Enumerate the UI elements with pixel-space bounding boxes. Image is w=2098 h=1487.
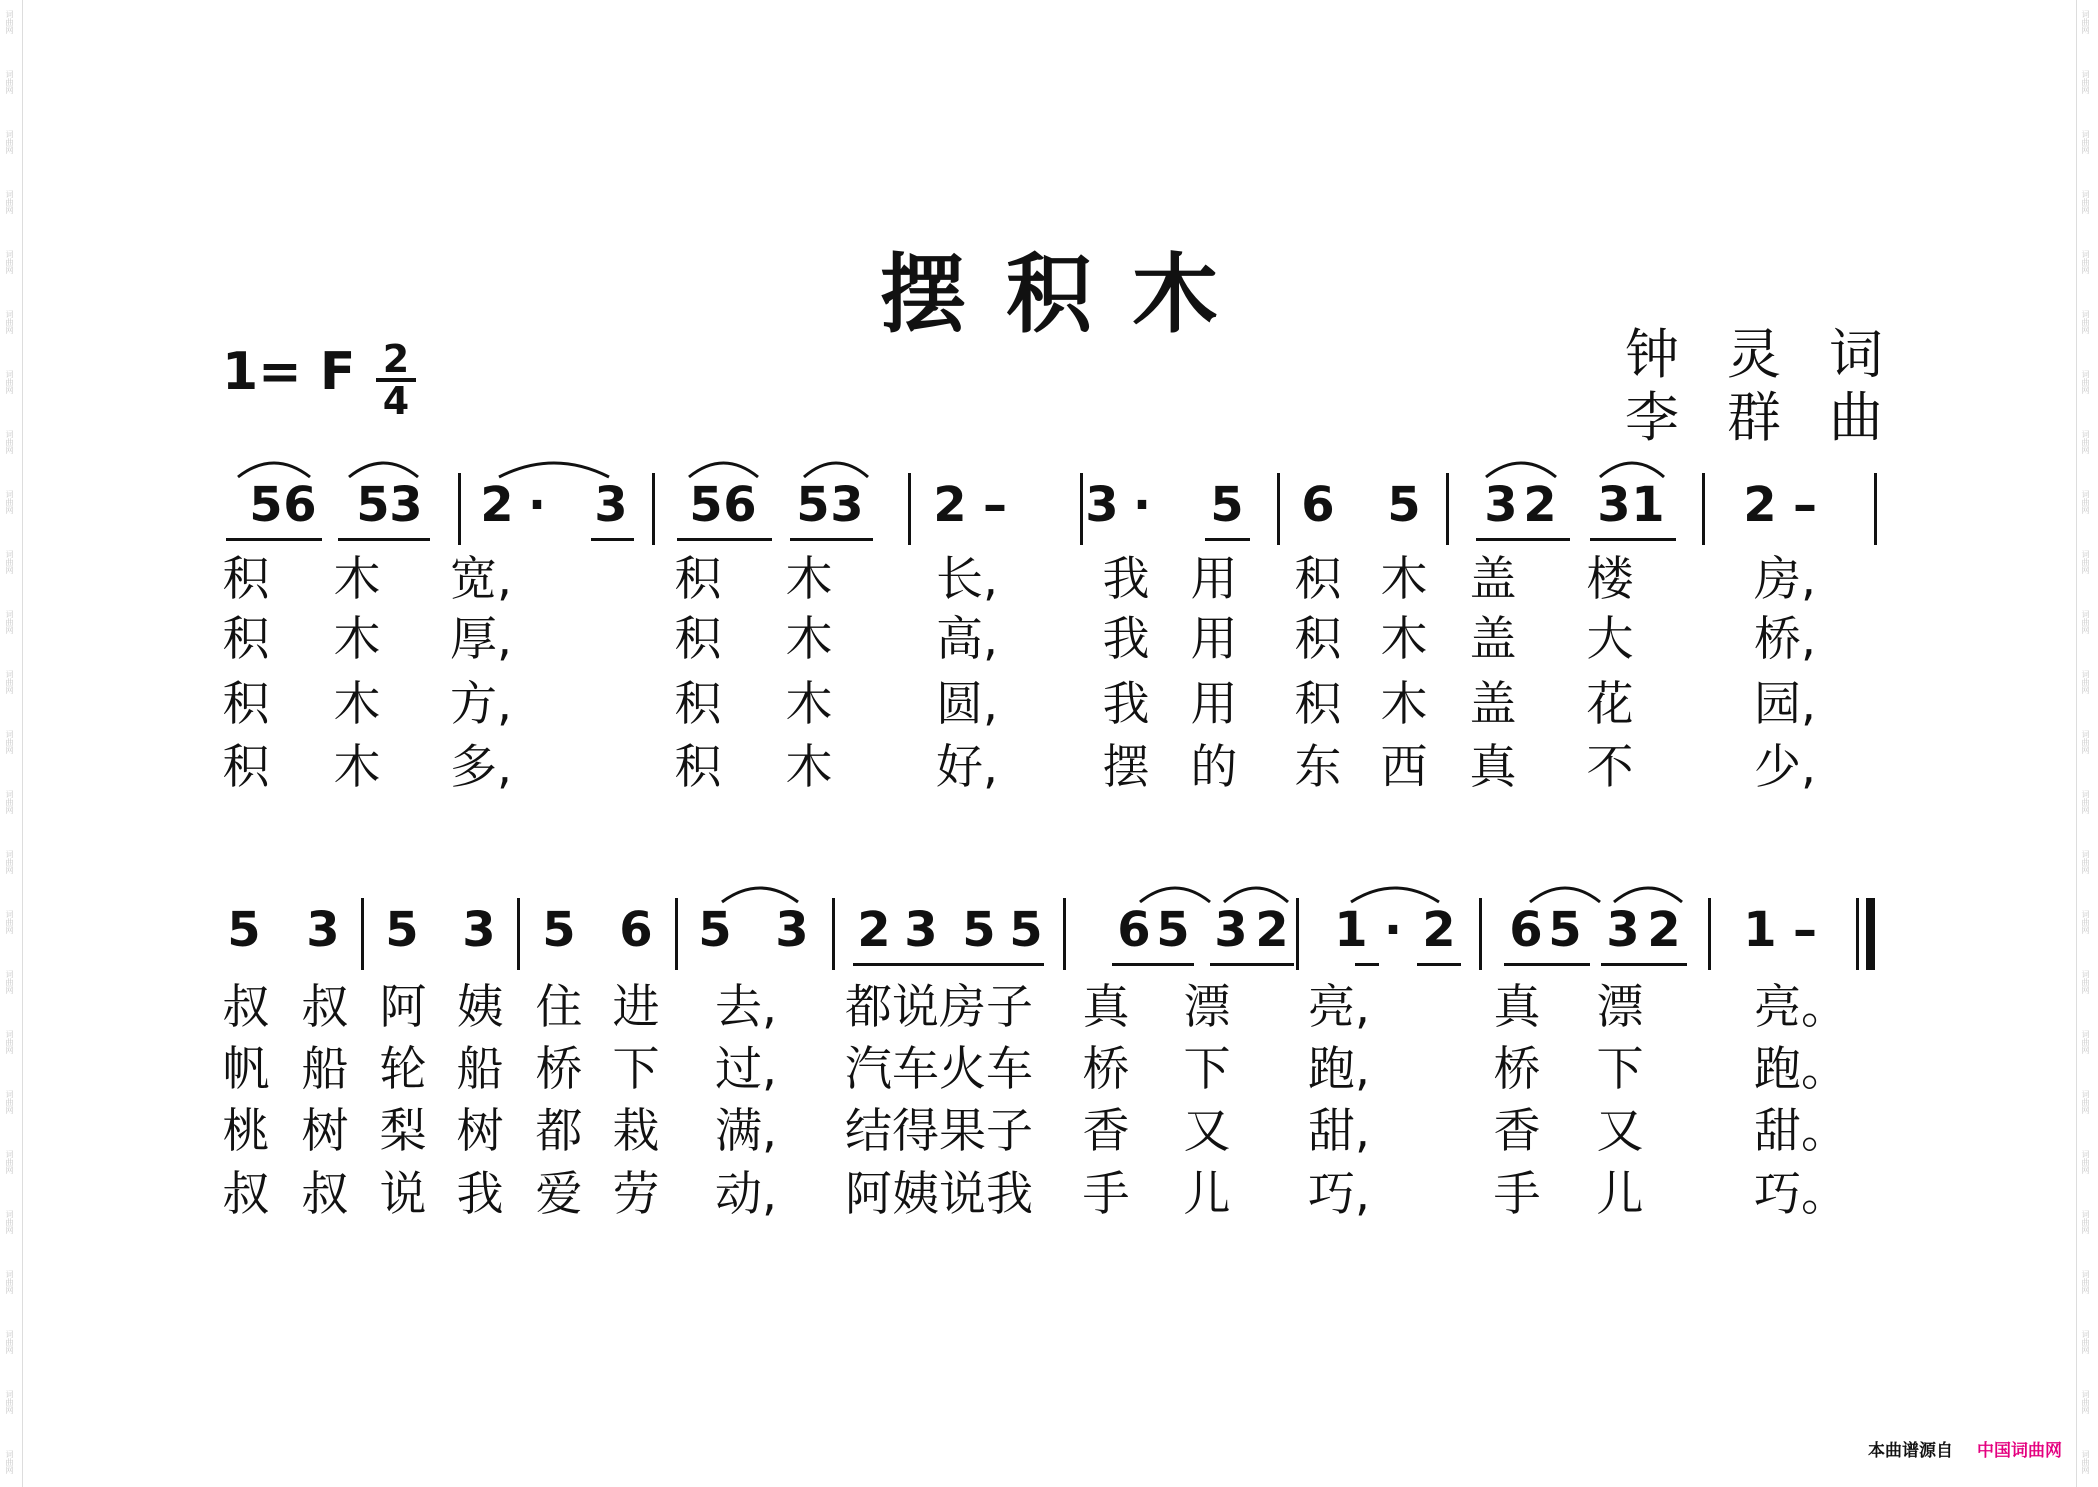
line2-note: 3 [775,902,809,958]
line2-note: 3 [306,902,340,958]
edge-watermark-text: 词曲网 [2081,1150,2090,1174]
edge-watermark-text: 词曲网 [2081,10,2090,34]
edge-watermark-text: 词曲网 [5,850,14,874]
line2-lyric: 都 [535,1104,583,1159]
edge-watermark-text: 词曲网 [2081,1330,2090,1354]
barline [1063,898,1066,970]
line1-note: 3 [830,477,864,533]
barline [517,898,520,970]
line1-lyric: 我 [1102,677,1150,732]
line1-note: · [527,477,547,533]
edge-watermark-text: 词曲网 [2081,130,2090,154]
line1-lyric: 不 [1586,740,1634,795]
line1-lyric: 木 [1380,677,1428,732]
line1-lyric: 木 [785,677,833,732]
edge-watermark-text: 词曲网 [2081,1210,2090,1234]
edge-watermark-text: 词曲网 [5,1090,14,1114]
key-signature: 1= F [222,342,356,402]
line1-note: 5 [356,477,390,533]
edge-watermark-text: 词曲网 [2081,370,2090,394]
line1-note: 3 [1484,477,1518,533]
line2-note: – [1793,902,1817,958]
edge-watermark-text: 词曲网 [2081,70,2090,94]
line1-lyric: 楼 [1586,552,1634,607]
line1-lyric: 我 [1102,612,1150,667]
line1-lyric: 木 [785,740,833,795]
line2-note: 3 [462,902,496,958]
line1-lyric: 方, [450,677,512,732]
line2-lyric: 真 [1082,980,1130,1035]
line2-lyric: 跑。 [1754,1042,1848,1097]
line1-note: 5 [249,477,283,533]
line1-lyric: 木 [333,740,381,795]
line1-lyric: 木 [333,677,381,732]
edge-watermark-text: 词曲网 [5,370,14,394]
song-title: 摆积木 [880,244,1258,345]
line2-lyric: 手 [1082,1167,1130,1222]
edge-watermark-text: 词曲网 [2081,850,2090,874]
edge-watermark-text: 词曲网 [5,250,14,274]
line2-lyric: 船 [456,1042,504,1097]
edge-watermark-text: 词曲网 [2081,430,2090,454]
line2-note: · [1383,902,1403,958]
edge-watermark-text: 词曲网 [2081,1090,2090,1114]
edge-watermark-text: 词曲网 [2081,670,2090,694]
slur-mark [1222,880,1290,904]
slur-mark [1598,455,1666,479]
line2-lyric: 跑, [1308,1042,1370,1097]
line2-lyric: 巧, [1308,1167,1370,1222]
line2-lyric: 说 [379,1167,427,1222]
note-underline [338,538,430,541]
line2-note: 6 [619,902,653,958]
barline [832,898,835,970]
barline [1874,473,1877,545]
line2-lyric: 手 [1493,1167,1541,1222]
line1-note: 5 [689,477,723,533]
line2-lyric: 巧。 [1754,1167,1848,1222]
line1-lyric: 木 [1380,612,1428,667]
line2-lyric: 姨 [456,980,504,1035]
slur-mark [687,455,760,479]
edge-watermark-text: 词曲网 [5,190,14,214]
edge-watermark-text: 词曲网 [5,610,14,634]
line1-note: 5 [796,477,830,533]
slur-mark [1484,455,1558,479]
line2-lyric: 结得果子 [845,1104,1033,1159]
edge-watermark-text: 词曲网 [2081,1270,2090,1294]
edge-watermark-text: 词曲网 [2081,1390,2090,1414]
line2-lyric: 下 [612,1042,660,1097]
edge-watermark-text: 词曲网 [5,1450,14,1474]
line2-lyric: 我 [456,1167,504,1222]
line1-note: – [983,477,1007,533]
line1-lyric: 积 [674,740,722,795]
line2-lyric: 桥 [535,1042,583,1097]
line1-lyric: 积 [222,612,270,667]
line2-lyric: 又 [1596,1104,1644,1159]
line2-note: 3 [1606,902,1640,958]
barline [908,473,911,545]
line2-lyric: 树 [456,1104,504,1159]
line2-lyric: 漂 [1183,980,1231,1035]
line2-lyric: 叔 [222,1167,270,1222]
line2-lyric: 阿姨说我 [845,1167,1033,1222]
edge-watermark-text: 词曲网 [5,1210,14,1234]
line1-lyric: 盖 [1469,677,1517,732]
line2-lyric: 船 [301,1042,349,1097]
line2-note: 5 [385,902,419,958]
edge-watermark-text: 词曲网 [5,1030,14,1054]
line2-note: 2 [857,902,891,958]
slur-mark [1528,880,1602,904]
edge-watermark-text: 词曲网 [5,10,14,34]
edge-watermark-text: 词曲网 [5,1330,14,1354]
edge-watermark-text: 词曲网 [2081,910,2090,934]
line2-lyric: 住 [535,980,583,1035]
line2-lyric: 动, [715,1167,777,1222]
line1-lyric: 木 [785,612,833,667]
line1-lyric: 西 [1380,740,1428,795]
line1-note: 6 [723,477,757,533]
line1-lyric: 花 [1586,677,1634,732]
barline [1080,473,1083,545]
barline [1446,473,1449,545]
line2-lyric: 汽车火车 [845,1042,1033,1097]
line2-note: 6 [1509,902,1543,958]
line1-lyric: 的 [1190,740,1238,795]
note-underline [1504,963,1590,966]
line1-lyric: 大 [1586,612,1634,667]
line2-note: 3 [904,902,938,958]
line2-note: 5 [227,902,261,958]
line2-lyric: 真 [1493,980,1541,1035]
barline [652,473,655,545]
line2-lyric: 叔 [301,1167,349,1222]
slur-mark [347,455,420,479]
line1-lyric: 厚, [450,612,512,667]
time-signature [376,337,416,423]
note-underline [677,538,772,541]
line1-lyric: 积 [674,612,722,667]
edge-watermark-text: 词曲网 [2081,250,2090,274]
barline [1702,473,1705,545]
note-underline [1205,538,1250,541]
line2-lyric: 甜。 [1754,1104,1848,1159]
line2-lyric: 叔 [222,980,270,1035]
edge-watermark-text: 词曲网 [5,130,14,154]
barline [1708,898,1711,970]
edge-watermark-text: 词曲网 [5,790,14,814]
edge-watermark-text: 词曲网 [5,430,14,454]
edge-watermark-text: 词曲网 [5,1390,14,1414]
line2-lyric: 栽 [612,1104,660,1159]
line2-note: 3 [1214,902,1248,958]
source-label: 本曲谱源自 [1868,1441,1953,1461]
edge-watermark-text: 词曲网 [5,970,14,994]
edge-watermark-text: 词曲网 [5,550,14,574]
line1-note: 3 [1597,477,1631,533]
line2-lyric: 甜, [1308,1104,1370,1159]
line2-lyric: 下 [1183,1042,1231,1097]
note-underline [1417,963,1461,966]
note-underline [226,538,322,541]
left-watermark-strip [0,0,22,1487]
line2-note: 5 [962,902,996,958]
line1-lyric: 积 [1294,552,1342,607]
line2-lyric: 桥 [1493,1042,1541,1097]
line2-lyric: 过, [715,1042,777,1097]
line2-lyric: 桃 [222,1104,270,1159]
line2-note: 1 [1334,902,1368,958]
barline [458,473,461,545]
line1-note: 6 [1301,477,1335,533]
note-underline [1476,538,1570,541]
lyricist-credit: 钟灵词 [1625,323,1931,386]
line1-lyric: 盖 [1469,612,1517,667]
edge-watermark-text: 词曲网 [2081,1450,2090,1474]
edge-watermark-text: 词曲网 [2081,730,2090,754]
line1-lyric: 我 [1102,552,1150,607]
line2-lyric: 香 [1493,1104,1541,1159]
edge-watermark-text: 词曲网 [5,490,14,514]
line1-lyric: 宽, [450,552,512,607]
slur-mark [1612,880,1684,904]
line1-lyric: 用 [1190,677,1238,732]
site-link[interactable]: 中国词曲网 [1977,1441,2062,1461]
edge-watermark-text: 词曲网 [2081,970,2090,994]
line2-note: 1 [1743,902,1777,958]
barline [675,898,678,970]
edge-watermark-text: 词曲网 [5,1270,14,1294]
note-underline [790,538,873,541]
line2-lyric: 又 [1183,1104,1231,1159]
line1-note: 2 [480,477,514,533]
line2-lyric: 儿 [1596,1167,1644,1222]
slur-mark [802,455,870,479]
line1-lyric: 房, [1754,552,1816,607]
line1-lyric: 好, [936,740,998,795]
edge-watermark-text: 词曲网 [5,70,14,94]
line1-lyric: 积 [222,677,270,732]
edge-watermark-text: 词曲网 [2081,550,2090,574]
line1-note: 2 [1743,477,1777,533]
line1-note: · [1132,477,1152,533]
line1-note: 1 [1631,477,1665,533]
line1-lyric: 桥, [1754,612,1816,667]
line2-note: 2 [1647,902,1681,958]
edge-watermark-text: 词曲网 [2081,610,2090,634]
line1-lyric: 多, [450,740,512,795]
line1-lyric: 积 [222,740,270,795]
line2-note: 5 [1156,902,1190,958]
line1-note: 5 [1387,477,1421,533]
line1-note: 2 [1523,477,1557,533]
left-edge-line [22,0,23,1487]
slur-mark [720,880,800,904]
note-underline [1112,963,1194,966]
line2-lyric: 都说房子 [845,980,1033,1035]
line2-lyric: 劳 [612,1167,660,1222]
line1-lyric: 少, [1754,740,1816,795]
line1-lyric: 用 [1190,612,1238,667]
note-underline [591,538,634,541]
line1-lyric: 积 [674,552,722,607]
edge-watermark-text: 词曲网 [2081,790,2090,814]
line1-lyric: 东 [1294,740,1342,795]
line1-lyric: 高, [936,612,998,667]
line1-note: 6 [283,477,317,533]
line2-note: 5 [698,902,732,958]
line2-note: 2 [1422,902,1456,958]
line2-note: 5 [1009,902,1043,958]
barline [1296,898,1299,970]
line2-lyric: 轮 [379,1042,427,1097]
line2-lyric: 爱 [535,1167,583,1222]
time-numerator: 2 [382,337,410,381]
line2-lyric: 帆 [222,1042,270,1097]
line2-lyric: 满, [715,1104,777,1159]
composer-credit: 李群曲 [1625,386,1931,449]
edge-watermark-text: 词曲网 [2081,190,2090,214]
line1-lyric: 木 [785,552,833,607]
barline [361,898,364,970]
line1-lyric: 用 [1190,552,1238,607]
note-underline [1590,538,1676,541]
line1-lyric: 园, [1754,677,1816,732]
barline [1277,473,1280,545]
edge-watermark-text: 词曲网 [5,670,14,694]
line1-lyric: 真 [1469,740,1517,795]
line1-lyric: 木 [333,552,381,607]
line2-note: 2 [1255,902,1289,958]
edge-watermark-text: 词曲网 [5,310,14,334]
slur-mark [1349,880,1441,904]
line1-lyric: 积 [1294,677,1342,732]
line2-lyric: 桥 [1082,1042,1130,1097]
slur-mark [1138,880,1212,904]
right-watermark-strip [2076,0,2098,1487]
slur-mark [236,455,312,479]
note-underline [1601,963,1687,966]
note-underline [1355,963,1379,966]
line1-lyric: 摆 [1102,740,1150,795]
barline [1856,898,1859,970]
line2-lyric: 香 [1082,1104,1130,1159]
line2-lyric: 下 [1596,1042,1644,1097]
edge-watermark-text: 词曲网 [2081,310,2090,334]
line2-lyric: 进 [612,980,660,1035]
line1-lyric: 圆, [936,677,998,732]
line2-lyric: 去, [715,980,777,1035]
slur-mark [497,455,611,479]
line1-lyric: 积 [1294,612,1342,667]
line2-lyric: 儿 [1183,1167,1231,1222]
line1-lyric: 木 [1380,552,1428,607]
edge-watermark-text: 词曲网 [5,730,14,754]
note-underline [853,963,1044,966]
line1-note: 3 [594,477,628,533]
line1-note: 5 [1210,477,1244,533]
line2-lyric: 漂 [1596,980,1644,1035]
edge-watermark-text: 词曲网 [5,1150,14,1174]
line2-lyric: 梨 [379,1104,427,1159]
right-edge-line [2076,0,2077,1487]
line2-lyric: 亮。 [1754,980,1848,1035]
line1-lyric: 积 [674,677,722,732]
edge-watermark-text: 词曲网 [5,910,14,934]
line2-lyric: 树 [301,1104,349,1159]
line2-lyric: 阿 [379,980,427,1035]
line1-note: 2 [933,477,967,533]
line2-note: 5 [542,902,576,958]
line1-note: 3 [389,477,423,533]
line2-lyric: 亮, [1308,980,1370,1035]
line1-lyric: 木 [333,612,381,667]
edge-watermark-text: 词曲网 [2081,1030,2090,1054]
time-denominator: 4 [376,378,416,420]
line2-lyric: 叔 [301,980,349,1035]
final-barline [1866,898,1875,970]
edge-watermark-text: 词曲网 [2081,490,2090,514]
line1-lyric: 长, [936,552,998,607]
line1-note: – [1793,477,1817,533]
line1-lyric: 盖 [1469,552,1517,607]
line2-note: 6 [1117,902,1151,958]
line1-lyric: 积 [222,552,270,607]
note-underline [1210,963,1294,966]
barline [1479,898,1482,970]
line2-note: 5 [1548,902,1582,958]
line1-note: 3 [1085,477,1119,533]
